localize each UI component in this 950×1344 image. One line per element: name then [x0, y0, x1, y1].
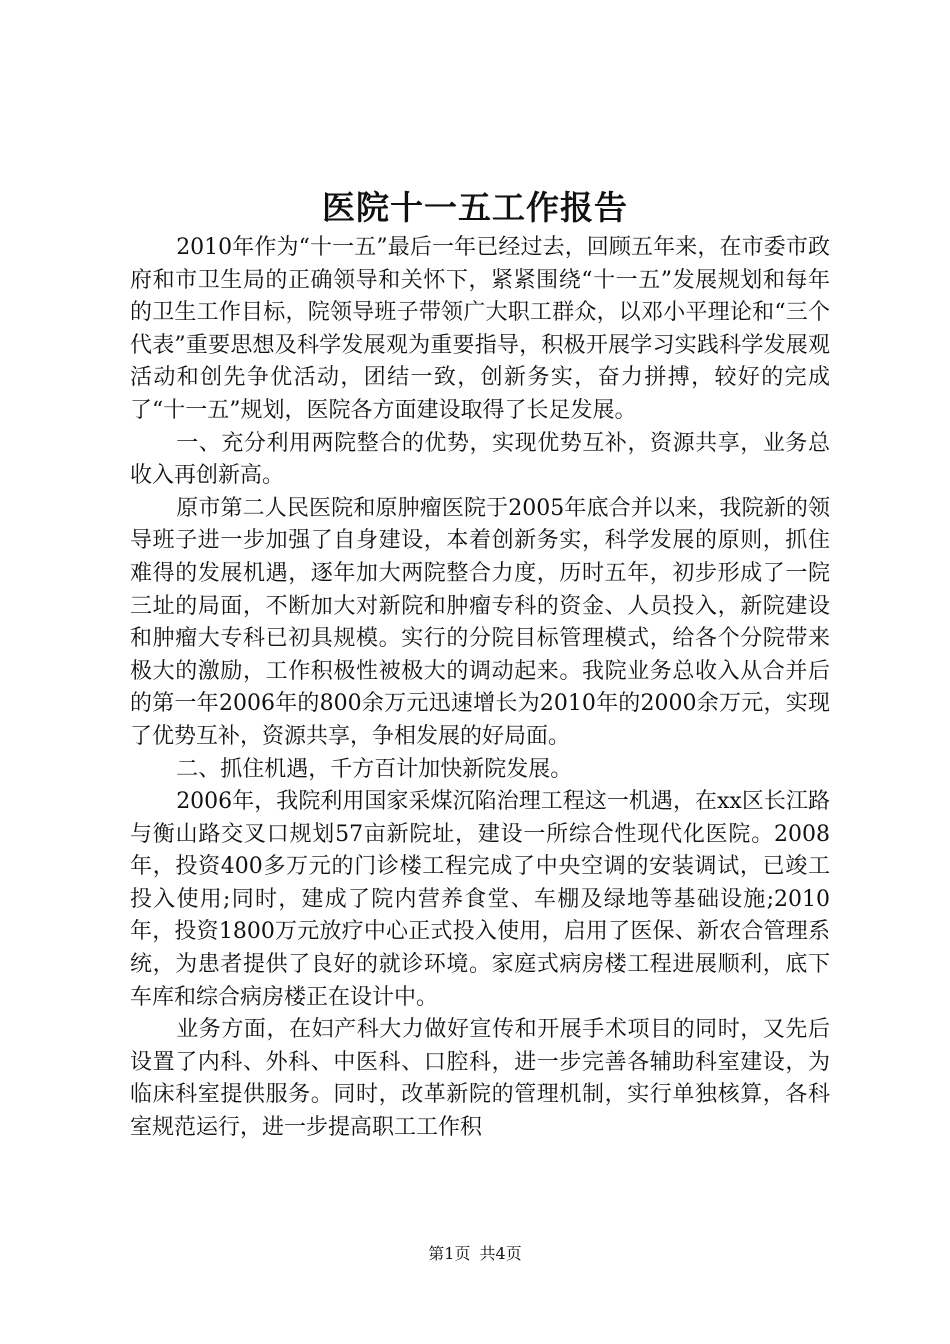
page-footer	[0, 1244, 950, 1264]
paragraph-business: 业务方面，在妇产科大力做好宣传和开展手术项目的同时，又先后设置了内科、外科、中医科、口腔科，进一步完善各辅助科室建设，为临床科室提供服务。同时，改革新院的管理机制，实行单独核算，各科室规范运行，进一步提高职工工作积	[130, 1017, 830, 1141]
section-heading-2: 二、抓住机遇，千方百计加快新院发展。	[176, 756, 573, 782]
page-number: 第1页	[428, 1244, 471, 1263]
section-heading-1: 一、充分利用两院整合的优势，实现优势互补，资源共享，业务总收入再创新高。	[130, 430, 830, 489]
document-body	[130, 232, 830, 1145]
page-total: 共4页	[479, 1244, 522, 1263]
document-title: 医院十一五工作报告	[322, 188, 628, 227]
paragraph-new-campus: 2006年，我院利用国家采煤沉陷治理工程这一机遇，在xx区长江路与衡山路交叉口规划57亩新院址，建设一所综合性现代化医院。2008年，投资400多万元的门诊楼工程完成了中央空调的安装调试，已竣工投入使用;同时，建成了院内营养食堂、车棚及绿地等基础设施;2010年，投资1800万元放疗中心正式投入使用，启用了医保、新农合管理系统，为患者提供了良好的就诊环境。家庭式病房楼工程进展顺利，底下车库和综合病房楼正在设计中。	[130, 789, 830, 1010]
paragraph-merger: 原市第二人民医院和原肿瘤医院于2005年底合并以来，我院新的领导班子进一步加强了自身建设，本着创新务实，科学发展的原则，抓住难得的发展机遇，逐年加大两院整合力度，历时五年，初步形成了一院三址的局面，不断加大对新院和肿瘤专科的资金、人员投入，新院建设和肿瘤大专科已初具规模。实行的分院目标管理模式，给各个分院带来极大的激励，工作积极性被极大的调动起来。我院业务总收入从合并后的第一年2006年的800余万元迅速增长为2010年的2000余万元，实现了优势互补，资源共享，争相发展的好局面。	[130, 495, 830, 749]
paragraph-intro: 2010年作为“十一五”最后一年已经过去，回顾五年来，在市委市政府和市卫生局的正确领导和关怀下，紧紧围绕“十一五”发展规划和每年的卫生工作目标，院领导班子带领广大职工群众，以邓小平理论和“三个代表”重要思想及科学发展观为重要指导，积极开展学习实践科学发展观活动和创先争优活动，团结一致，创新务实，奋力拼搏，较好的完成了“十一五”规划，医院各方面建设取得了长足发展。	[130, 235, 830, 423]
